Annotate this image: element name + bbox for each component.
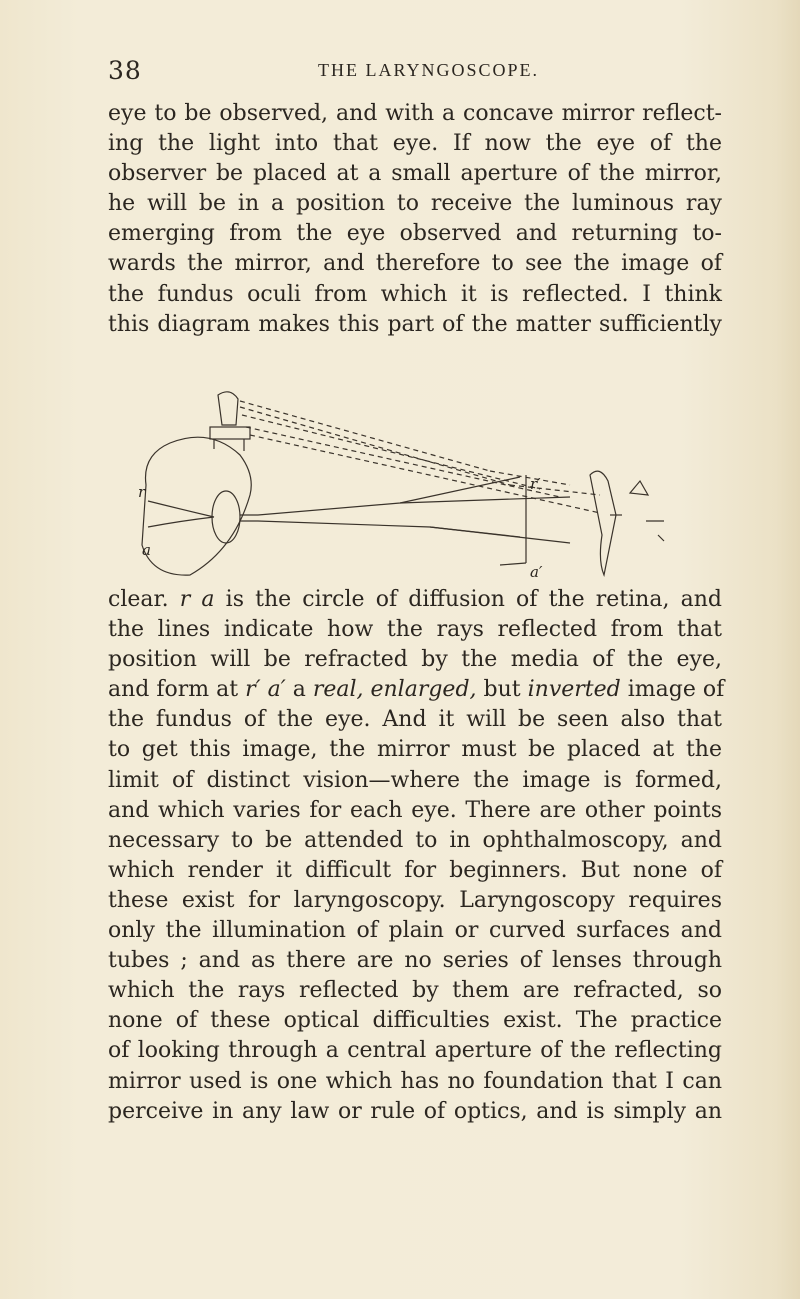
text-line: eye to be observed, and with a concave mirror reflect- xyxy=(108,101,722,126)
text-line: these exist for laryngoscopy. Laryngoscopy requires xyxy=(108,887,722,913)
text-line: tubes ; and as there are no series of lenses through xyxy=(108,948,722,974)
text-run: and form at xyxy=(108,677,246,703)
text-line xyxy=(108,675,725,705)
text-run: is the circle of diffusion of the retina, and xyxy=(214,587,722,612)
text-line xyxy=(108,585,722,615)
text-line: to get this image, the mirror must be placed at the xyxy=(108,737,722,763)
text-line: emerging from the eye observed and returning to- xyxy=(108,221,722,247)
text-run: clear. xyxy=(108,587,180,612)
text-line: which the rays reflected by them are refracted, so xyxy=(108,978,722,1004)
italic-text-run: inverted xyxy=(527,677,621,703)
text-line: which render it difficult for beginners. But none of xyxy=(108,857,722,883)
text-run: a xyxy=(285,677,313,703)
observed-eye-figure xyxy=(142,437,258,575)
label-a: a xyxy=(142,541,151,559)
text-line: the fundus oculi from which it is reflected. I think xyxy=(108,281,722,307)
running-title: THE LARYNGOSCOPE. xyxy=(318,60,540,80)
text-line: perceive in any law or rule of optics, and is simply an xyxy=(108,1098,722,1124)
text-line: necessary to be attended to in ophthalmoscopy, and xyxy=(108,827,722,853)
italic-text-run: r a xyxy=(179,587,215,612)
image-plane-tick xyxy=(500,563,526,565)
text-line: ing the light into that eye. If now the eye of the xyxy=(108,131,722,157)
text-line: observer be placed at a small aperture of the mirror, xyxy=(108,161,722,187)
italic-text-run: real, enlarged, xyxy=(312,677,477,703)
italic-text-run: r′ a′ xyxy=(245,677,286,703)
text-line: and which varies for each eye. There are other points xyxy=(108,797,722,823)
label-r: r xyxy=(138,483,146,501)
observer-eye-figure xyxy=(210,392,250,451)
text-line: position will be refracted by the media of the eye, xyxy=(108,647,722,673)
paragraph-1 xyxy=(108,99,722,340)
text-line: the fundus of the eye. And it will be seen also that xyxy=(108,707,722,733)
text-line: this diagram makes this part of the matter sufficiently xyxy=(108,311,722,337)
label-r-prime: r′ xyxy=(530,475,541,493)
text-line: limit of distinct vision—where the image is formed, xyxy=(108,767,722,793)
right-eye-figure xyxy=(590,471,664,575)
text-line: wards the mirror, and therefore to see the image of xyxy=(108,251,722,277)
text-line: only the illumination of plain or curved surfaces and xyxy=(108,918,722,944)
text-line: he will be in a position to receive the luminous ray xyxy=(108,191,722,217)
ophthalmoscope-ray-diagram xyxy=(130,385,730,585)
text-line: mirror used is one which has no foundation that I can xyxy=(108,1068,722,1094)
text-line: none of these optical difficulties exist. The practice xyxy=(108,1008,722,1034)
text-line: of looking through a central aperture of the reflecting xyxy=(108,1038,722,1064)
reflected-rays xyxy=(240,401,600,513)
text-run: but xyxy=(476,677,528,703)
diagram-svg xyxy=(130,385,730,585)
text-line: the lines indicate how the rays reflected from that xyxy=(108,617,722,643)
paragraph-2 xyxy=(108,585,725,1127)
page-number: 38 xyxy=(108,56,142,85)
label-a-prime: a′ xyxy=(530,563,543,581)
page-header xyxy=(108,56,718,86)
text-run: image of xyxy=(620,677,725,703)
